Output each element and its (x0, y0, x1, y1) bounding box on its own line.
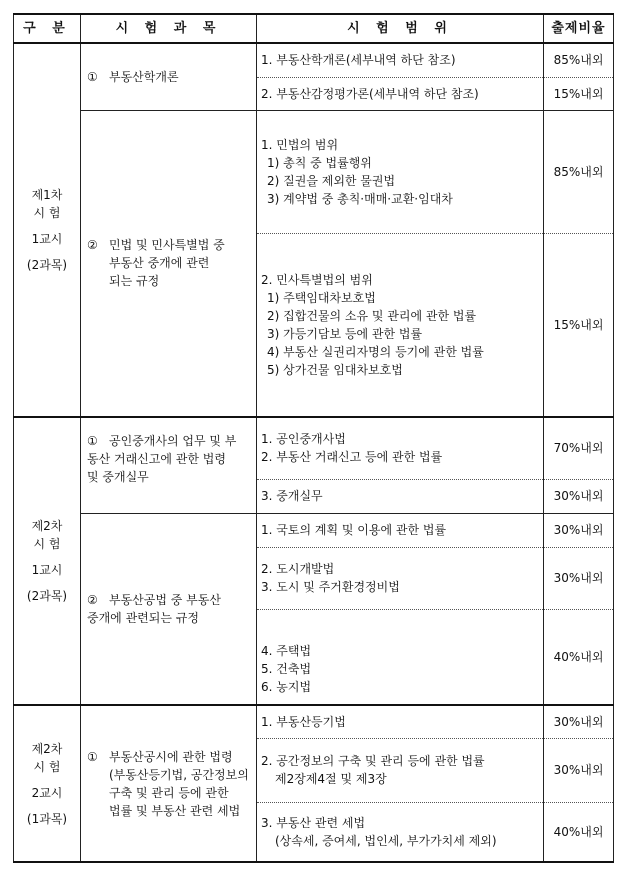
subject-cell (81, 705, 257, 862)
subject-cell (81, 417, 257, 513)
scope-cell (257, 547, 544, 609)
subject-text: (부동산등기법, 공간정보의 (109, 767, 249, 782)
subject-text: 부동산공시에 관한 법령 (109, 749, 233, 764)
session-count: (1과목) (26, 811, 68, 826)
scope-text: 4. 주택법 (261, 644, 312, 658)
scope-text: 3. 중개실무 (261, 489, 323, 503)
exam-scope-table (13, 13, 614, 863)
scope-text: 6. 농지법 (261, 680, 312, 694)
scope-cell (257, 77, 544, 110)
table-row (14, 43, 614, 77)
subject-number: ② (87, 592, 98, 607)
rate-cell: 85%내외 (544, 43, 614, 77)
subject-text: 부동산학개론 (109, 69, 179, 84)
subject-text: 법률 및 부동산 관련 세법 (109, 803, 241, 818)
session-cell (14, 417, 81, 705)
session-label: 시 험 (33, 206, 61, 220)
rate-cell: 40%내외 (544, 609, 614, 705)
session-count: (2과목) (26, 589, 68, 603)
scope-text: 제2장제4절 및 제3장 (275, 772, 387, 786)
scope-text: 1. 부동산등기법 (261, 714, 346, 729)
header-rate: 출제비율 (544, 14, 614, 43)
session-label: 시 험 (33, 537, 61, 551)
table-row (14, 110, 614, 233)
session-label: 제2차 (31, 741, 63, 756)
subject-text: 중개에 관련되는 규정 (87, 610, 199, 625)
subject-text: 구축 및 관리 등에 관한 (109, 785, 229, 800)
subject-text: 민법 및 민사특별법 중 (109, 238, 225, 253)
rate-cell: 30%내외 (544, 479, 614, 513)
subject-text: 되는 규정 (109, 274, 160, 289)
session-label: 제2차 (31, 519, 63, 533)
rate-cell: 30%내외 (544, 513, 614, 547)
session-period: 1교시 (31, 563, 63, 577)
scope-text: 1) 주택임대차보호법 (267, 290, 376, 305)
table-row (14, 513, 614, 547)
scope-text: 3. 부동산 관련 세법 (261, 815, 366, 830)
scope-cell (257, 609, 544, 705)
scope-text: 3) 계약법 중 총칙·매매·교환·임대차 (267, 191, 453, 206)
scope-text: (상속세, 증여세, 법인세, 부가가치세 제외) (275, 833, 497, 848)
scope-cell (257, 802, 544, 862)
subject-text: 및 중개실무 (87, 470, 149, 484)
scope-cell (257, 738, 544, 802)
header-scope: 시 험 범 위 (257, 14, 544, 43)
header-subject: 시 험 과 목 (81, 14, 257, 43)
table-row (14, 417, 614, 479)
scope-text: 2. 부동산감정평가론(세부내역 하단 참조) (261, 86, 479, 101)
scope-text: 2. 공간정보의 구축 및 관리 등에 관한 법률 (261, 754, 485, 768)
scope-text: 1) 총칙 중 법률행위 (267, 155, 372, 170)
subject-number: ① (87, 434, 98, 448)
subject-text: 동산 거래신고에 관한 법령 (87, 452, 226, 466)
scope-text: 5. 건축법 (261, 662, 312, 676)
subject-cell (81, 110, 257, 417)
rate-cell: 15%내외 (544, 77, 614, 110)
table-row (14, 705, 614, 738)
subject-text: 공인중개사의 업무 및 부 (109, 434, 237, 448)
scope-cell (257, 705, 544, 738)
scope-text: 2) 집합건물의 소유 및 관리에 관한 법률 (267, 308, 477, 323)
session-count: (2과목) (26, 258, 68, 272)
subject-number: ① (87, 749, 98, 764)
scope-cell (257, 233, 544, 417)
session-period: 1교시 (31, 232, 63, 246)
scope-text: 1. 공인중개사법 (261, 432, 346, 447)
scope-text: 5) 상가건물 임대차보호법 (267, 362, 403, 377)
header-category: 구 분 (14, 14, 81, 43)
subject-number: ① (87, 69, 98, 84)
session-label: 시 험 (33, 759, 61, 774)
session-label: 제1차 (31, 188, 63, 202)
subject-text: 부동산공법 중 부동산 (109, 592, 221, 607)
session-cell (14, 705, 81, 862)
scope-text: 2) 질권을 제외한 물권법 (267, 173, 396, 188)
subject-cell (81, 43, 257, 110)
rate-cell: 70%내외 (544, 417, 614, 479)
rate-cell: 40%내외 (544, 802, 614, 862)
scope-text: 1. 부동산학개론(세부내역 하단 참조) (261, 53, 456, 68)
scope-cell (257, 43, 544, 77)
table-header-row (14, 14, 614, 43)
scope-cell (257, 513, 544, 547)
scope-text: 2. 민사특별법의 범위 (261, 272, 373, 287)
scope-text: 4) 부동산 실권리자명의 등기에 관한 법률 (267, 344, 484, 359)
scope-cell (257, 479, 544, 513)
rate-cell: 30%내외 (544, 547, 614, 609)
scope-cell (257, 110, 544, 233)
session-cell (14, 43, 81, 417)
scope-text: 3. 도시 및 주거환경정비법 (261, 580, 400, 594)
scope-cell (257, 417, 544, 479)
rate-cell: 85%내외 (544, 110, 614, 233)
scope-text: 2. 부동산 거래신고 등에 관한 법률 (261, 450, 443, 465)
subject-number: ② (87, 238, 98, 253)
rate-cell: 15%내외 (544, 233, 614, 417)
subject-text: 부동산 중개에 관련 (109, 256, 210, 271)
rate-cell: 30%내외 (544, 705, 614, 738)
scope-text: 1. 국토의 계획 및 이용에 관한 법률 (261, 523, 447, 537)
scope-text: 3) 가등기담보 등에 관한 법률 (267, 326, 423, 341)
scope-text: 2. 도시개발법 (261, 562, 335, 576)
scope-text: 1. 민법의 범위 (261, 137, 339, 152)
subject-cell (81, 513, 257, 705)
rate-cell: 30%내외 (544, 738, 614, 802)
session-period: 2교시 (31, 785, 63, 800)
